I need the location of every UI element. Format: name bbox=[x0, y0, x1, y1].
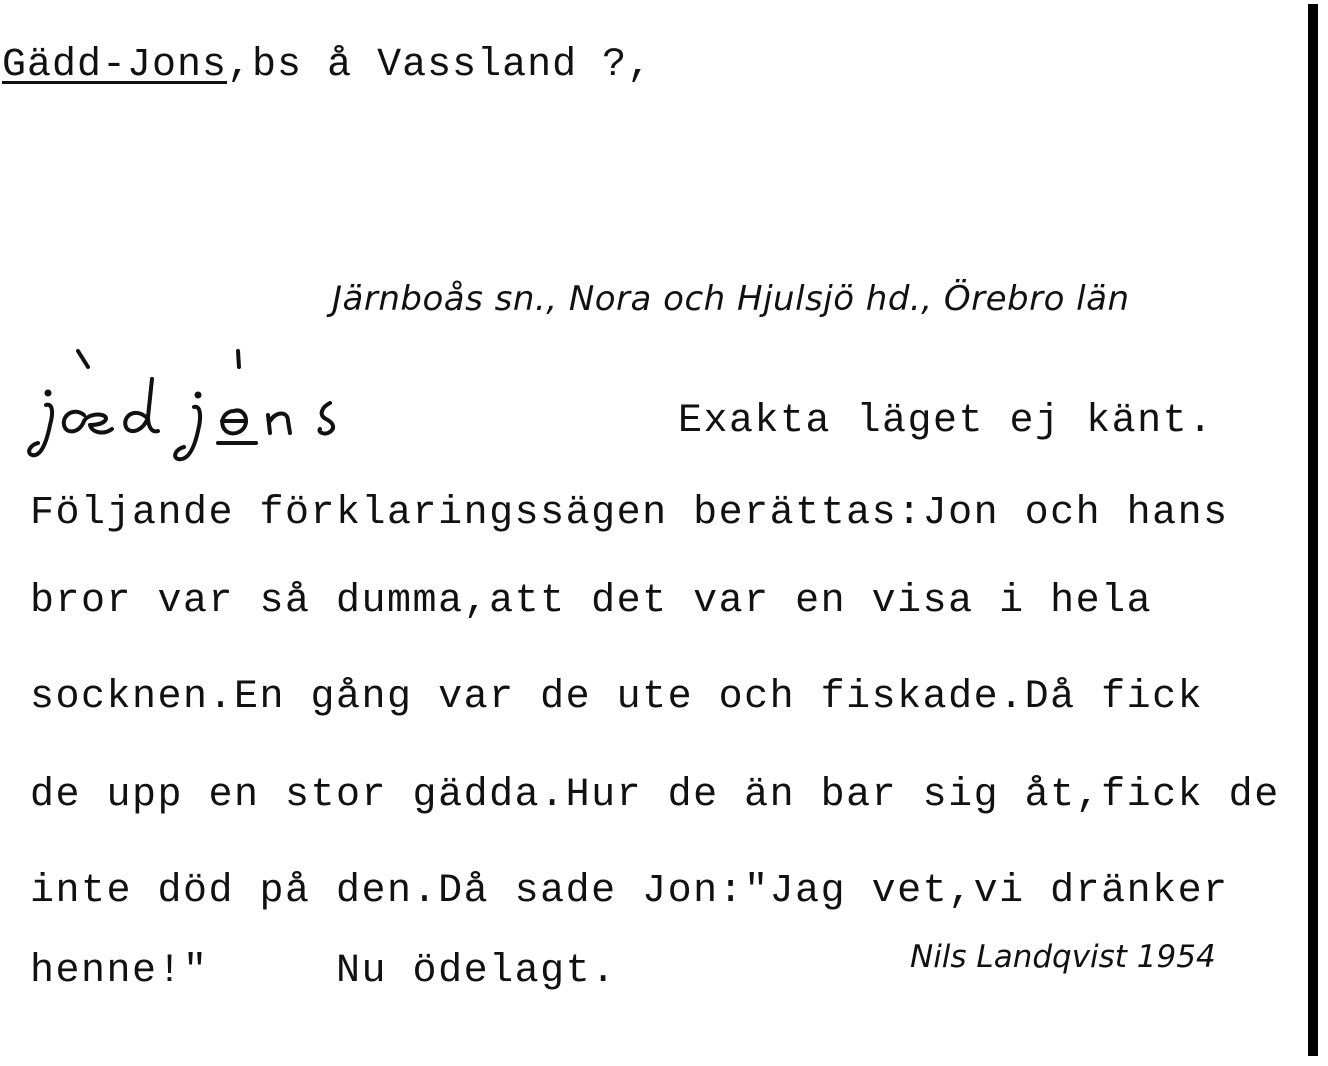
body-line-6: henne!" Nu ödelagt. bbox=[30, 949, 617, 994]
phonetic-text: jædjɵns bbox=[18, 345, 22, 346]
place-name: Gädd-Jons bbox=[2, 43, 228, 88]
body-line-4: de upp en stor gädda.Hur de än bar sig åt,fick de bbox=[30, 773, 1280, 818]
handwritten-phonetic-form bbox=[18, 345, 358, 475]
card-heading bbox=[2, 43, 653, 88]
body-line-3: socknen.En gång var de ute och fiskade.Då fick bbox=[30, 675, 1204, 720]
body-line-5: inte död på den.Då sade Jon:"Jag vet,vi dränker bbox=[30, 869, 1229, 914]
collector-signature: Nils Landqvist 1954 bbox=[910, 939, 1216, 975]
body-line-2: bror var så dumma,att det var en visa i hela bbox=[30, 579, 1153, 624]
location-note: Exakta läget ej känt. bbox=[678, 399, 1214, 444]
heading-details: ,bs å Vassland ?, bbox=[227, 43, 653, 88]
body-line-1: Följande förklaringssägen berättas:Jon och hans bbox=[30, 491, 1229, 536]
card-edge-border bbox=[1308, 4, 1318, 1056]
parish-stamp: Järnboås sn., Nora och Hjulsjö hd., Örebro län bbox=[332, 279, 1130, 319]
